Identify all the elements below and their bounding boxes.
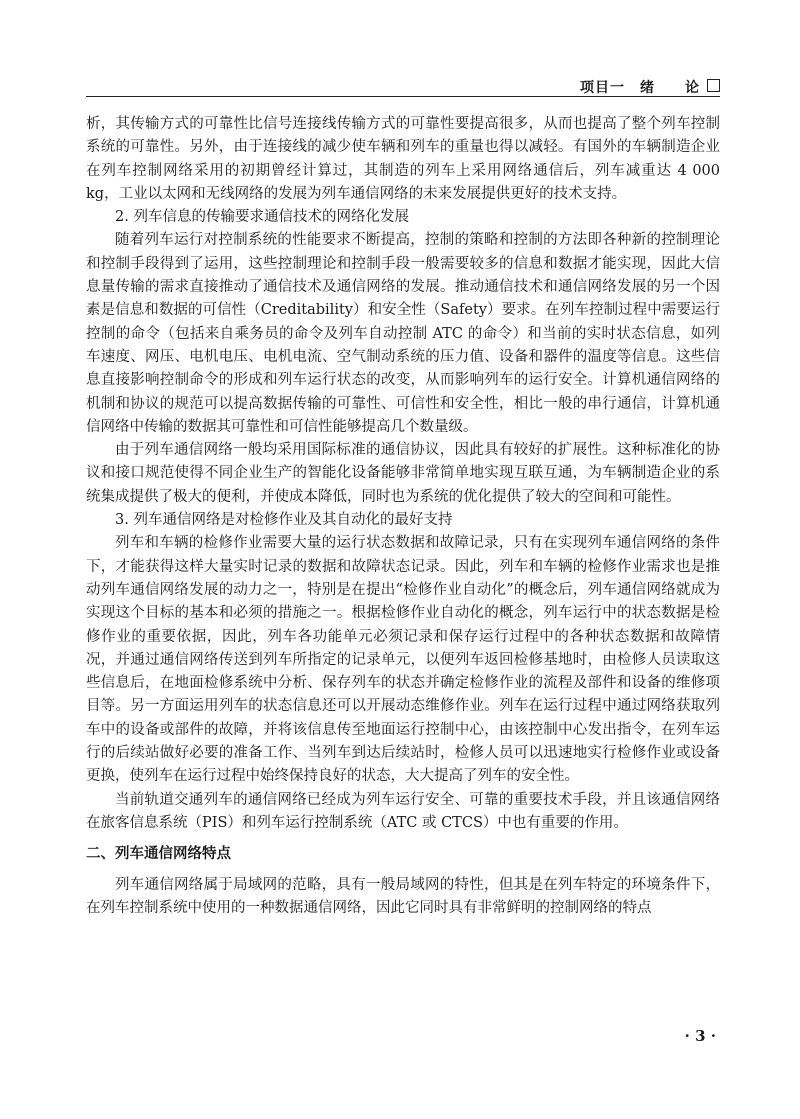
paragraph: 由于列车通信网络一般均采用国际标准的通信协议，因此具有较好的扩展性。这种标准化的协议和接口规范使得不同企业生产的智能化设备能够非常简单地实现互联互通，为车辆制造企业的系统集成提供了极大的便利，并使成本降低，同时也为系统的优化提供了较大的空间和可能性。	[86, 442, 720, 505]
paragraph: 当前轨道交通列车的通信网络已经成为列车运行安全、可靠的重要技术手段，并且该通信网络在旅客信息系统（PIS）和列车运行控制系统（ATC 或 CTCS）中也有重要的作用。	[86, 791, 720, 831]
subheading-3: 3. 列车通信网络是对检修作业及其自动化的最好支持	[115, 512, 453, 529]
page-number: · 3 ·	[684, 1027, 716, 1045]
paragraph: 随着列车运行对控制系统的性能要求不断提高，控制的策略和控制的方法即各种新的控制理论和控制手段得到了运用，这些控制理论和控制手段一般需要较多的信息和数据才能实现，因此大信息量传输的需求直接推动了通信技术及通信网络的发展。推动通信技术和通信网络发展的另一个因素是信息和数据的可信性（Creditability）和安全性（Safety）要求。在列车控制过程中需要运行控制的命令（包括来自乘务员的命令及列车自动控制 ATC 的命令）和当前的实时状态信息，如列车速度、网压、电机电压、电机电流、空气制动系统的压力值、设备和器件的温度等信息。这些信息直接影响控制命令的形成和列车运行状态的改变，从而影响列车的运行安全。计算机通信网络的机制和协议的规范可以提高数据传输的可靠性、可信性和安全性，相比一般的串行通信，计算机通信网络中传输的数据其可靠性和可信性能够提高几个数量级。	[86, 232, 720, 435]
paragraph: 列车和车辆的检修作业需要大量的运行状态数据和故障记录，只有在实现列车通信网络的条件下，才能获得这样大量实时记录的数据和故障状态记录。因此，列车和车辆的检修作业需求也是推动列车通信网络发展的动力之一，特别是在提出“检修作业自动化”的概念后，列车通信网络就成为实现这个目标的基本和必须的措施之一。根据检修作业自动化的概念，列车运行中的状态数据是检修作业的重要依据，因此，列车各功能单元必须记录和保存运行过程中的各种状态数据和故障情况，并通过通信网络传送到列车所指定的记录单元，以便列车返回检修基地时，由检修人员读取这些信息后，在地面检修系统中分析、保存列车的状态并确定检修作业的流程及部件和设备的维修项目等。另一方面运用列车的状态信息还可以开展动态维修作业。列车在运行过程中通过网络获取列车中的设备或部件的故障，并将该信息传至地面运行控制中心，由该控制中心发出指令，在列车运行的后续站做好必要的准备工作、当列车到达后续站时，检修人员可以迅速地实行检修作业或设备更换，使列车在运行过程中始终保持良好的状态，大大提高了列车的安全性。	[86, 535, 720, 785]
paragraph: 列车通信网络属于局域网的范略，具有一般局域网的特性，但其是在列车特定的环境条件下，在列车控制系统中使用的一种数据通信网络，因此它同时具有非常鲜明的控制网络的特点	[86, 876, 720, 916]
subheading-2: 2. 列车信息的传输要求通信技术的网络化发展	[115, 209, 409, 226]
header-title: 项目一 绪 论	[580, 80, 700, 96]
page-header	[86, 74, 720, 97]
header-box-icon	[707, 79, 720, 92]
page-body	[86, 113, 720, 920]
paragraph-continued: 析，其传输方式的可靠性比信号连接线传输方式的可靠性要提高很多，从而也提高了整个列车控制系统的可靠性。另外，由于连接线的减少使车辆和列车的重量也得以减轻。有国外的车辆制造企业在列车控制网络采用的初期曾经计算过，其制造的列车上采用网络通信后，列车减重达 4 000 kg，工业以太网和无线网络的发展为列车通信网络的未来发展提供更好的技术支持。	[86, 116, 720, 202]
section-heading: 二、列车通信网络特点	[86, 846, 231, 863]
